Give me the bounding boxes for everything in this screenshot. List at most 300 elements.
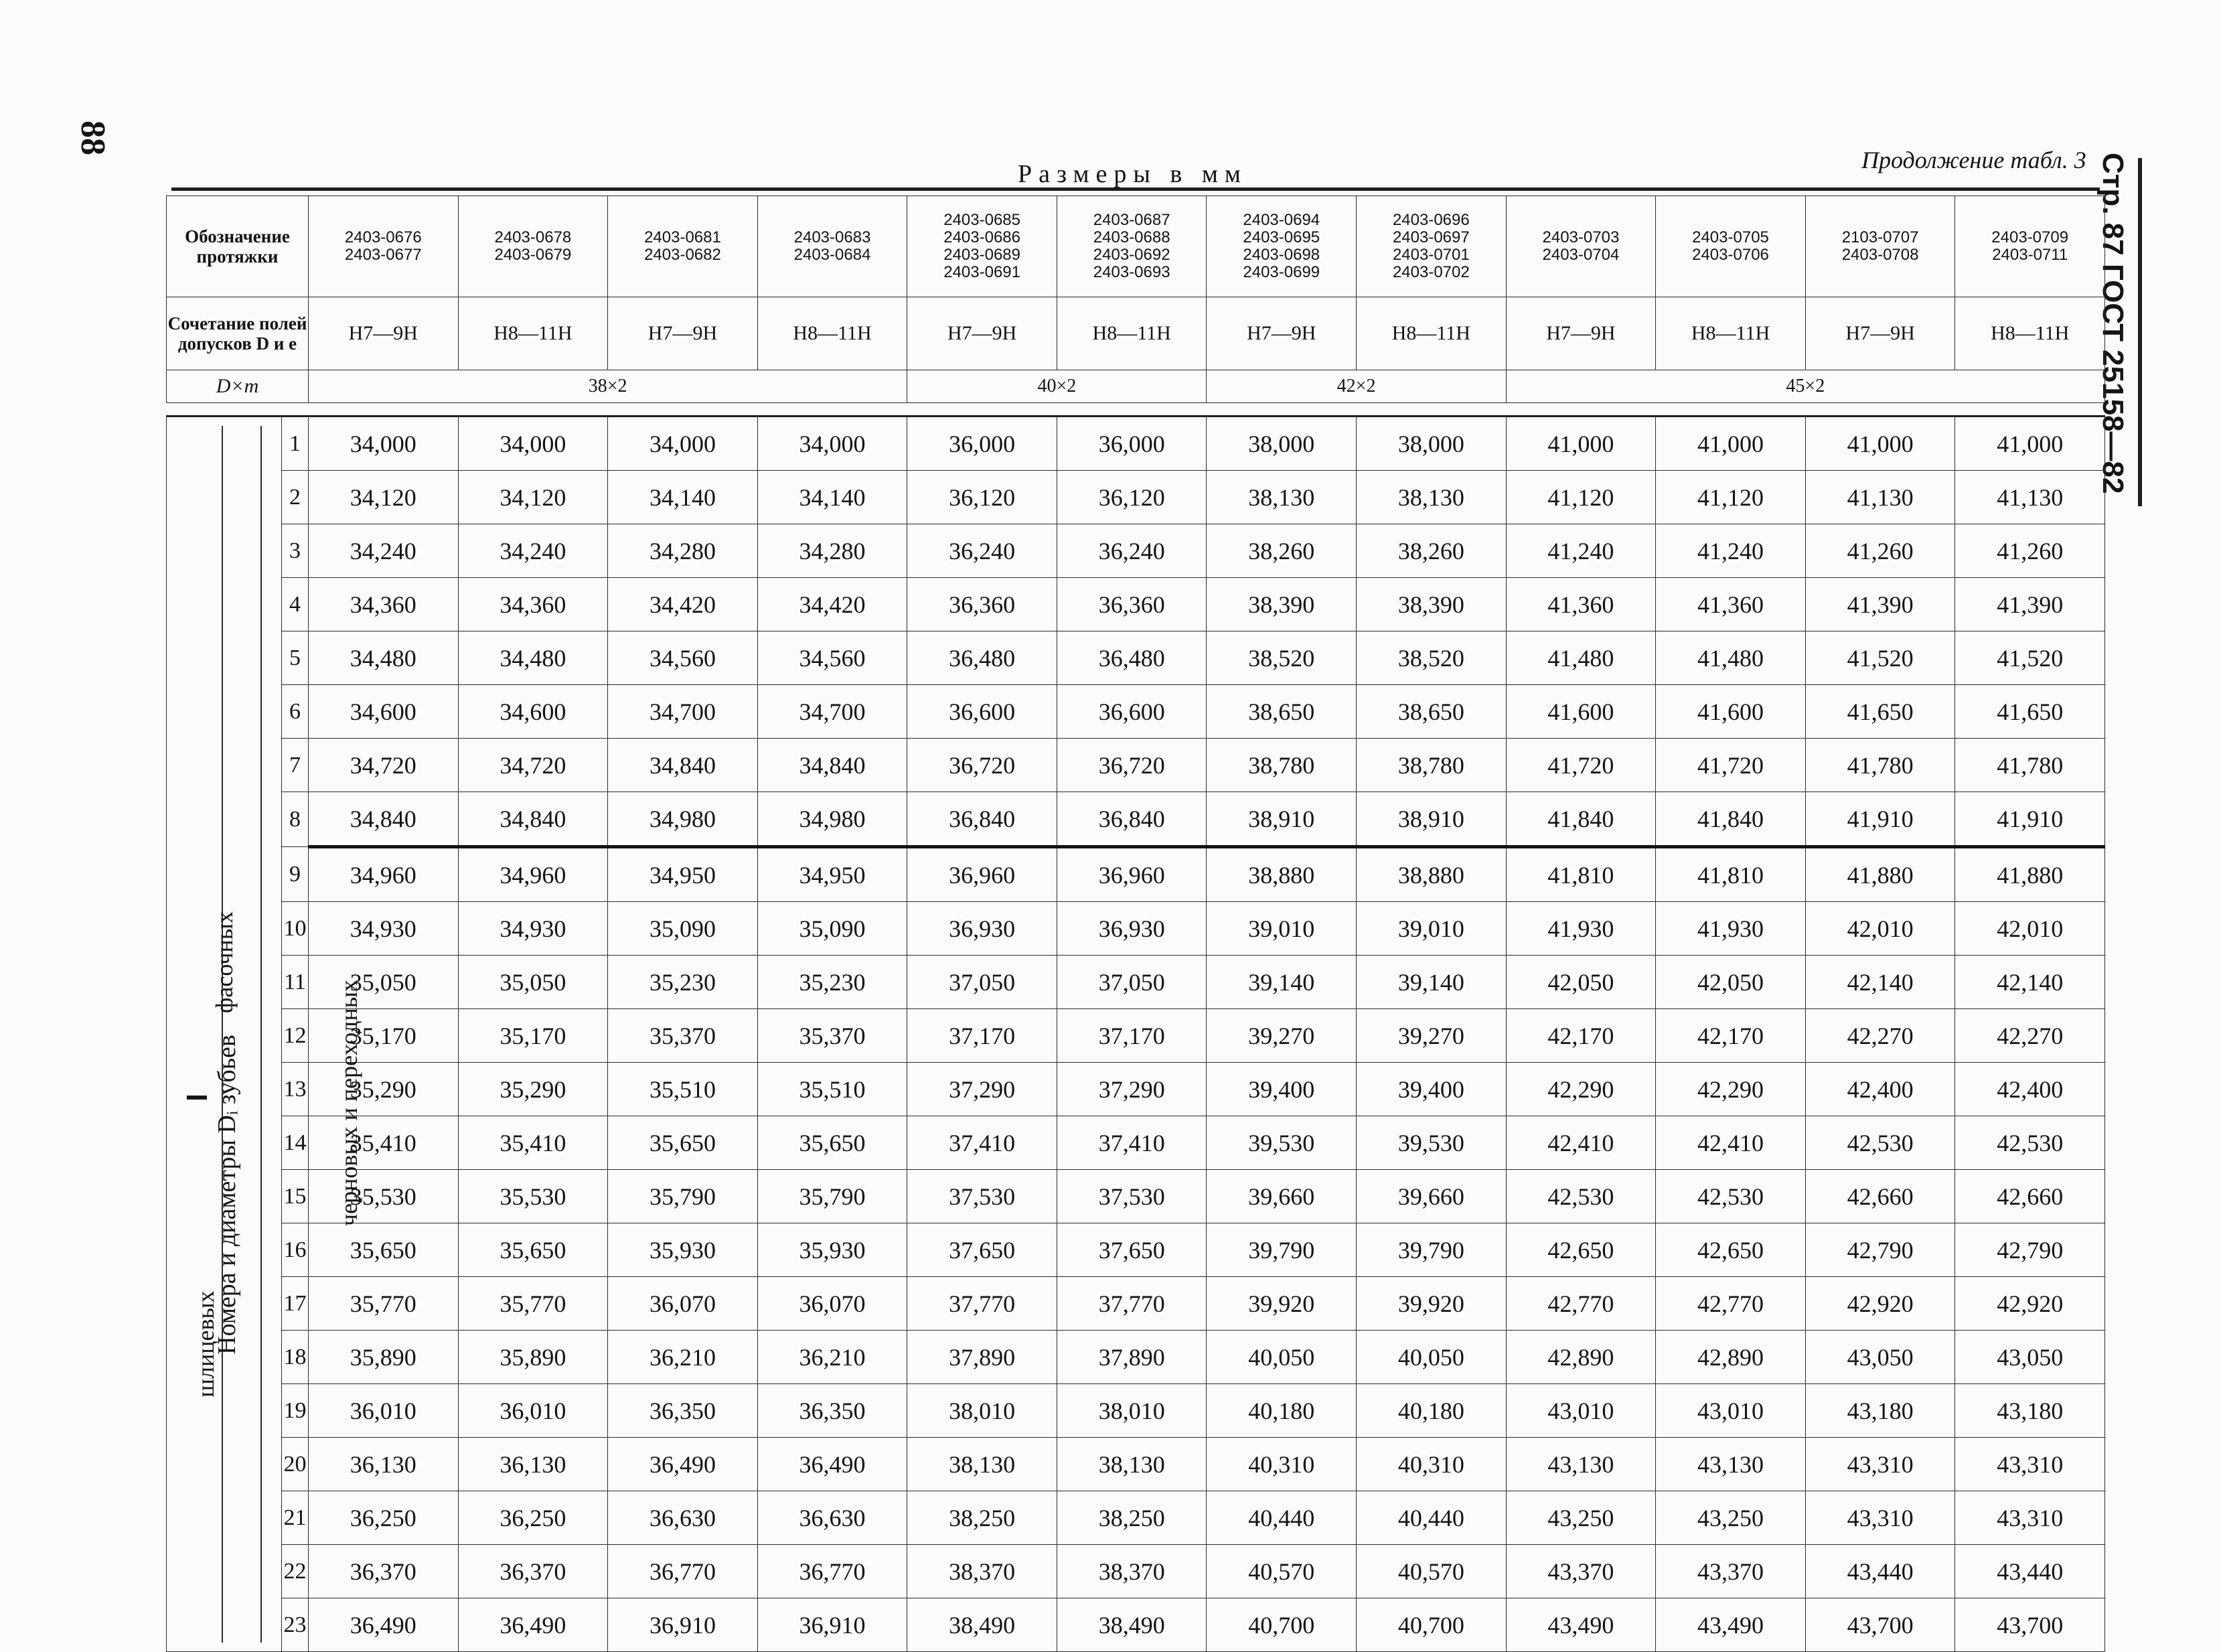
tolerance-cell [1057, 297, 1207, 370]
diameter-value: 43,180 [1997, 1397, 2064, 1424]
tolerance-cell [907, 297, 1057, 370]
designation-code: 2403-0702 [1392, 263, 1470, 281]
diameter-cell [1506, 847, 1656, 902]
diameter-cell [458, 956, 608, 1009]
diameter-value: 38,250 [1098, 1504, 1165, 1531]
diameter-cell [458, 902, 608, 956]
diameter-value: 35,930 [649, 1236, 716, 1264]
diameter-value: 34,120 [350, 483, 416, 511]
diameter-cell [1805, 1545, 1955, 1598]
diameter-value: 41,480 [1547, 644, 1614, 672]
designation-code: 2403-0693 [1093, 263, 1170, 281]
diameter-cell [757, 417, 907, 471]
diameter-cell [907, 1491, 1057, 1545]
diameter-value: 40,700 [1397, 1611, 1464, 1639]
diameter-value: 36,370 [500, 1558, 566, 1585]
diameter-value: 38,130 [1248, 483, 1315, 511]
diameter-cell [1656, 524, 1806, 578]
diameter-value: 39,010 [1248, 915, 1315, 942]
tooth-number: 23 [283, 1612, 307, 1637]
diameter-cell [1057, 631, 1207, 685]
diameter-cell [458, 578, 608, 631]
tooth-row [167, 471, 2105, 524]
designation-code: 2403-0694 [1243, 211, 1320, 229]
tooth-number: 11 [284, 969, 306, 994]
diameter-value: 41,120 [1697, 483, 1764, 511]
designation-codes-cell [1656, 196, 1806, 297]
diameter-value: 36,120 [949, 483, 1016, 511]
tooth-number-cell [282, 1438, 309, 1491]
tooth-number: 14 [283, 1130, 307, 1155]
diameter-cell [1506, 1598, 1656, 1652]
diameter-cell [1207, 847, 1357, 902]
designation-codes-cell [1057, 196, 1207, 297]
diameter-value: 43,180 [1847, 1397, 1914, 1424]
tolerance-value: H8—11H [1092, 322, 1171, 344]
tolerance-cell [1955, 297, 2105, 370]
diameter-value: 41,390 [1847, 591, 1914, 618]
diameter-value: 35,930 [799, 1236, 866, 1264]
diameter-value: 41,910 [1997, 805, 2064, 832]
tooth-number-cell [282, 685, 309, 739]
diameter-cell [1955, 1331, 2105, 1384]
diameter-cell [1955, 1223, 2105, 1277]
diameter-value: 41,840 [1547, 805, 1614, 832]
diameter-cell [1357, 1277, 1507, 1331]
diameter-value: 43,490 [1697, 1611, 1764, 1639]
diameter-value: 36,000 [949, 430, 1016, 457]
tolerance-label: Сочетание полей допусков D и e [167, 313, 307, 354]
diameter-value: 36,490 [350, 1611, 416, 1639]
diameter-value: 42,660 [1997, 1183, 2064, 1210]
row-label-shlic: шлицевых [192, 1290, 219, 1398]
tooth-row [167, 956, 2105, 1009]
designation-label: Обозначение протяжки [185, 226, 290, 267]
diameter-cell [1955, 1063, 2105, 1116]
diameter-cell [1656, 792, 1806, 847]
diameter-cell [1357, 631, 1507, 685]
diameter-cell [458, 1545, 608, 1598]
diameter-cell [1357, 1009, 1507, 1063]
diameter-value: 41,120 [1547, 483, 1614, 511]
diameter-cell [1805, 1063, 1955, 1116]
diameter-value: 36,930 [949, 915, 1016, 942]
diameter-cell [309, 417, 459, 471]
diameter-value: 37,650 [949, 1236, 1016, 1264]
tooth-row [167, 847, 2105, 902]
diameter-value: 37,770 [1098, 1290, 1165, 1317]
diameter-cell [1805, 1491, 1955, 1545]
diameter-value: 42,400 [1847, 1075, 1914, 1103]
tooth-row [167, 1223, 2105, 1277]
diameter-value: 35,510 [649, 1075, 716, 1103]
diameter-value: 36,720 [1098, 751, 1165, 779]
diameter-cell [1955, 1009, 2105, 1063]
diameter-cell [1656, 1116, 1806, 1170]
diameter-cell [1656, 1223, 1806, 1277]
diameter-cell [1955, 1491, 2105, 1545]
diameter-cell [458, 1384, 608, 1438]
designation-code: 2403-0711 [1992, 246, 2068, 264]
diameter-value: 42,890 [1547, 1343, 1614, 1371]
diameter-value: 36,120 [1098, 483, 1165, 511]
diameter-cell [458, 739, 608, 792]
diameter-cell [907, 1545, 1057, 1598]
diameter-value: 36,360 [1098, 591, 1165, 618]
diameter-value: 35,530 [350, 1183, 416, 1210]
diameter-cell [1805, 524, 1955, 578]
diameter-cell [907, 524, 1057, 578]
diameter-cell [1057, 1277, 1207, 1331]
diameter-cell [1805, 631, 1955, 685]
diameter-value: 43,250 [1697, 1504, 1764, 1531]
diameter-cell [309, 1009, 459, 1063]
diameter-cell [1506, 1545, 1656, 1598]
diameter-cell [1955, 417, 2105, 471]
diameter-value: 39,140 [1397, 968, 1464, 996]
diameter-value: 36,490 [649, 1450, 716, 1478]
diameter-value: 36,070 [649, 1290, 716, 1317]
diameter-value: 43,010 [1547, 1397, 1614, 1424]
diameter-value: 37,530 [1098, 1183, 1165, 1210]
diameter-cell [1805, 1223, 1955, 1277]
diameter-value: 37,410 [1098, 1129, 1165, 1156]
diameter-value: 40,050 [1248, 1343, 1315, 1371]
diameter-cell [1207, 902, 1357, 956]
tooth-number-cell [282, 417, 309, 471]
designation-code: 2403-0686 [943, 228, 1020, 246]
diameter-value: 35,510 [799, 1075, 866, 1103]
diameter-cell [1805, 578, 1955, 631]
diameter-value: 42,790 [1997, 1236, 2064, 1264]
diameter-cell [458, 631, 608, 685]
diameter-value: 38,250 [949, 1504, 1016, 1531]
row-label-faset: фасочных [211, 911, 238, 1013]
diameter-value: 43,130 [1547, 1450, 1614, 1478]
diameter-cell [757, 471, 907, 524]
diameter-value: 35,650 [500, 1236, 566, 1264]
diameter-cell [608, 1116, 758, 1170]
diameter-cell [1357, 1170, 1507, 1223]
diameter-value: 40,180 [1248, 1397, 1315, 1424]
tooth-number: 4 [289, 591, 301, 617]
diameter-value: 40,700 [1248, 1611, 1315, 1639]
diameter-cell [309, 1598, 459, 1652]
tooth-row [167, 685, 2105, 739]
diameter-cell [1506, 524, 1656, 578]
tooth-number-cell [282, 956, 309, 1009]
diameter-cell [458, 1170, 608, 1223]
diameter-value: 38,130 [1397, 483, 1464, 511]
diameter-value: 41,810 [1547, 861, 1614, 889]
diameter-value: 42,920 [1847, 1290, 1914, 1317]
diameter-cell [1506, 792, 1656, 847]
diameter-value: 41,360 [1547, 591, 1614, 618]
diameter-value: 36,210 [799, 1343, 866, 1371]
diameter-cell [608, 1170, 758, 1223]
tooth-number-cell [282, 631, 309, 685]
diameter-value: 38,520 [1248, 644, 1315, 672]
diameter-value: 34,420 [649, 591, 716, 618]
diameter-value: 35,770 [350, 1290, 416, 1317]
tooth-number-cell [282, 1170, 309, 1223]
designation-code: 2403-0697 [1392, 228, 1470, 246]
diameter-value: 34,600 [500, 698, 566, 725]
diameter-cell [1805, 1116, 1955, 1170]
diameter-cell [757, 1598, 907, 1652]
diameter-cell [1357, 902, 1507, 956]
diameter-value: 35,770 [500, 1290, 566, 1317]
diameter-value: 42,770 [1697, 1290, 1764, 1317]
tolerance-value: H8—11H [793, 322, 872, 344]
diameter-value: 36,350 [799, 1397, 866, 1424]
diameter-value: 39,790 [1397, 1236, 1464, 1264]
diameter-cell [309, 685, 459, 739]
diameter-cell [1955, 1438, 2105, 1491]
diameter-value: 42,920 [1997, 1290, 2064, 1317]
diameter-cell [757, 792, 907, 847]
diameter-cell [1506, 1170, 1656, 1223]
tolerance-cell [1805, 297, 1955, 370]
tooth-number: 5 [289, 645, 301, 670]
diameter-value: 34,980 [799, 805, 866, 832]
diameter-value: 42,170 [1547, 1022, 1614, 1049]
diameter-cell [458, 1116, 608, 1170]
dm-label: D×m [216, 375, 259, 397]
diameter-cell [608, 792, 758, 847]
diameter-value: 34,600 [350, 698, 416, 725]
diameter-value: 34,840 [799, 751, 866, 779]
tooth-number: 18 [283, 1344, 307, 1369]
diameter-cell [1207, 792, 1357, 847]
diameter-value: 35,890 [350, 1343, 416, 1371]
diameter-value: 41,000 [1697, 430, 1764, 457]
diameter-cell [1057, 792, 1207, 847]
designation-code: 2403-0688 [1093, 228, 1170, 246]
diameter-value: 38,780 [1248, 751, 1315, 779]
diameter-value: 41,780 [1997, 751, 2064, 779]
diameter-value: 43,370 [1547, 1558, 1614, 1585]
diameter-value: 42,050 [1547, 968, 1614, 996]
diameter-cell [1805, 471, 1955, 524]
tooth-number-cell [282, 1598, 309, 1652]
diameter-cell [608, 956, 758, 1009]
diameter-cell [757, 1116, 907, 1170]
diameter-value: 37,170 [1098, 1022, 1165, 1049]
diameter-value: 41,880 [1997, 861, 2064, 889]
diameter-cell [1955, 685, 2105, 739]
diameter-value: 42,530 [1697, 1183, 1764, 1210]
designation-code: 2403-0695 [1243, 228, 1320, 246]
tooth-number: 21 [283, 1505, 307, 1530]
diameter-value: 42,140 [1997, 968, 2064, 996]
diameter-cell [309, 902, 459, 956]
diameter-cell [907, 1063, 1057, 1116]
diameter-value: 42,170 [1697, 1022, 1764, 1049]
diameter-cell [1805, 1438, 1955, 1491]
diameter-value: 37,290 [949, 1075, 1016, 1103]
designation-code: 2403-0698 [1243, 246, 1320, 264]
diameter-cell [1805, 956, 1955, 1009]
tooth-number: 6 [289, 698, 301, 724]
tooth-row [167, 578, 2105, 631]
diameter-cell [458, 471, 608, 524]
diameter-value: 42,410 [1697, 1129, 1764, 1156]
diameter-value: 41,810 [1697, 861, 1764, 889]
diameter-cell [1357, 471, 1507, 524]
tooth-row [167, 1331, 2105, 1384]
diameter-cell [1057, 1598, 1207, 1652]
diameter-value: 38,490 [949, 1611, 1016, 1639]
tooth-number-cell [282, 1331, 309, 1384]
designation-code: 2403-0705 [1692, 228, 1769, 246]
diameter-cell [1955, 578, 2105, 631]
diameter-cell [608, 902, 758, 956]
diameter-cell [1357, 1331, 1507, 1384]
diameter-cell [1057, 1384, 1207, 1438]
diameter-value: 38,910 [1397, 805, 1464, 832]
diameter-cell [1656, 1009, 1806, 1063]
diameter-value: 42,290 [1697, 1075, 1764, 1103]
diameter-value: 36,490 [799, 1450, 866, 1478]
tooth-number-cell [282, 524, 309, 578]
diameter-cell [608, 739, 758, 792]
tooth-row [167, 739, 2105, 792]
diameter-value: 35,170 [350, 1022, 416, 1049]
diameter-cell [608, 1277, 758, 1331]
tooth-row [167, 631, 2105, 685]
diameter-cell [1207, 1598, 1357, 1652]
diameter-cell [757, 1063, 907, 1116]
designation-code: 2403-0676 [344, 228, 422, 246]
diameter-value: 35,410 [350, 1129, 416, 1156]
diameter-cell [1656, 1545, 1806, 1598]
diameter-value: 42,010 [1997, 915, 2064, 942]
tooth-number: 3 [289, 538, 301, 563]
dm-label-cell [167, 370, 309, 403]
diameter-cell [1656, 578, 1806, 631]
diameter-cell [1207, 1009, 1357, 1063]
diameter-value: 34,840 [500, 805, 566, 832]
diameter-cell [1357, 1223, 1507, 1277]
tolerance-value: H8—11H [1991, 322, 2070, 344]
diameter-cell [458, 1491, 608, 1545]
diameter-cell [608, 578, 758, 631]
diameter-value: 40,180 [1397, 1397, 1464, 1424]
diameter-value: 38,370 [949, 1558, 1016, 1585]
diameter-value: 36,130 [350, 1450, 416, 1478]
diameter-cell [608, 1331, 758, 1384]
diameter-value: 38,130 [949, 1450, 1016, 1478]
diameter-value: 39,400 [1248, 1075, 1315, 1103]
diameter-value: 35,790 [649, 1183, 716, 1210]
diameter-value: 36,240 [1098, 537, 1165, 565]
diameter-cell [1057, 417, 1207, 471]
diameter-value: 41,000 [1847, 430, 1914, 457]
diameter-value: 43,370 [1697, 1558, 1764, 1585]
header-gap [167, 403, 2105, 417]
diameter-value: 37,050 [949, 968, 1016, 996]
diameter-cell [1506, 902, 1656, 956]
diameter-cell [757, 847, 907, 902]
diameter-cell [1357, 792, 1507, 847]
standard-side-label: Стр. 87 ГОСТ 25158—82 [2096, 153, 2129, 494]
designation-codes-cell [1207, 196, 1357, 297]
diameter-cell [1656, 1384, 1806, 1438]
diameter-value: 35,170 [500, 1022, 566, 1049]
diameter-cell [309, 524, 459, 578]
diameter-cell [608, 524, 758, 578]
diameter-value: 41,480 [1697, 644, 1764, 672]
diameter-cell [1506, 685, 1656, 739]
diameter-cell [1057, 1009, 1207, 1063]
diameter-value: 36,720 [949, 751, 1016, 779]
diameter-cell [907, 1384, 1057, 1438]
diameter-cell [1057, 1170, 1207, 1223]
diameter-cell [1207, 1545, 1357, 1598]
diameter-cell [907, 1598, 1057, 1652]
tooth-number-cell [282, 1063, 309, 1116]
diameter-cell [1506, 471, 1656, 524]
tolerance-cell [1656, 297, 1806, 370]
diameter-cell [1805, 902, 1955, 956]
diameter-cell [907, 1277, 1057, 1331]
diameter-cell [1357, 1384, 1507, 1438]
diameter-cell [1506, 739, 1656, 792]
diameter-cell [1955, 902, 2105, 956]
diameter-cell [1357, 578, 1507, 631]
diameter-cell [1955, 1545, 2105, 1598]
diameter-cell [1805, 792, 1955, 847]
diameter-cell [1656, 685, 1806, 739]
diameter-cell [1955, 1277, 2105, 1331]
designation-code: 2403-0709 [1991, 228, 2069, 246]
diameter-cell [1506, 956, 1656, 1009]
diameter-cell [309, 1384, 459, 1438]
diameter-value: 39,270 [1397, 1022, 1464, 1049]
diameter-cell [1357, 956, 1507, 1009]
diameter-value: 36,930 [1098, 915, 1165, 942]
tolerance-value: H8—11H [1691, 322, 1770, 344]
diameter-value: 35,290 [500, 1075, 566, 1103]
designation-codes-cell [1955, 196, 2105, 297]
diameter-value: 41,600 [1547, 698, 1614, 725]
diameter-value: 39,920 [1397, 1290, 1464, 1317]
diameter-cell [907, 902, 1057, 956]
tooth-row [167, 1277, 2105, 1331]
diameter-cell [1955, 1170, 2105, 1223]
diameter-value: 37,890 [1098, 1343, 1165, 1371]
diameter-cell [608, 631, 758, 685]
designation-code: 2403-0692 [1093, 246, 1170, 264]
tolerance-cell [1357, 297, 1507, 370]
diameter-value: 42,050 [1697, 968, 1764, 996]
diameter-cell [1357, 417, 1507, 471]
top-rule [171, 187, 2100, 191]
diameter-value: 38,520 [1397, 644, 1464, 672]
broach-dimensions-table [166, 196, 2105, 1652]
diameter-cell [608, 417, 758, 471]
diameter-value: 42,410 [1547, 1129, 1614, 1156]
tolerance-cell [1506, 297, 1656, 370]
diameter-cell [1057, 1438, 1207, 1491]
diameter-value: 38,260 [1397, 537, 1464, 565]
tooth-number: 17 [283, 1290, 307, 1316]
diameter-value: 34,960 [350, 861, 416, 889]
diameter-value: 36,480 [1098, 644, 1165, 672]
diameter-cell [757, 1545, 907, 1598]
diameter-cell [1057, 739, 1207, 792]
